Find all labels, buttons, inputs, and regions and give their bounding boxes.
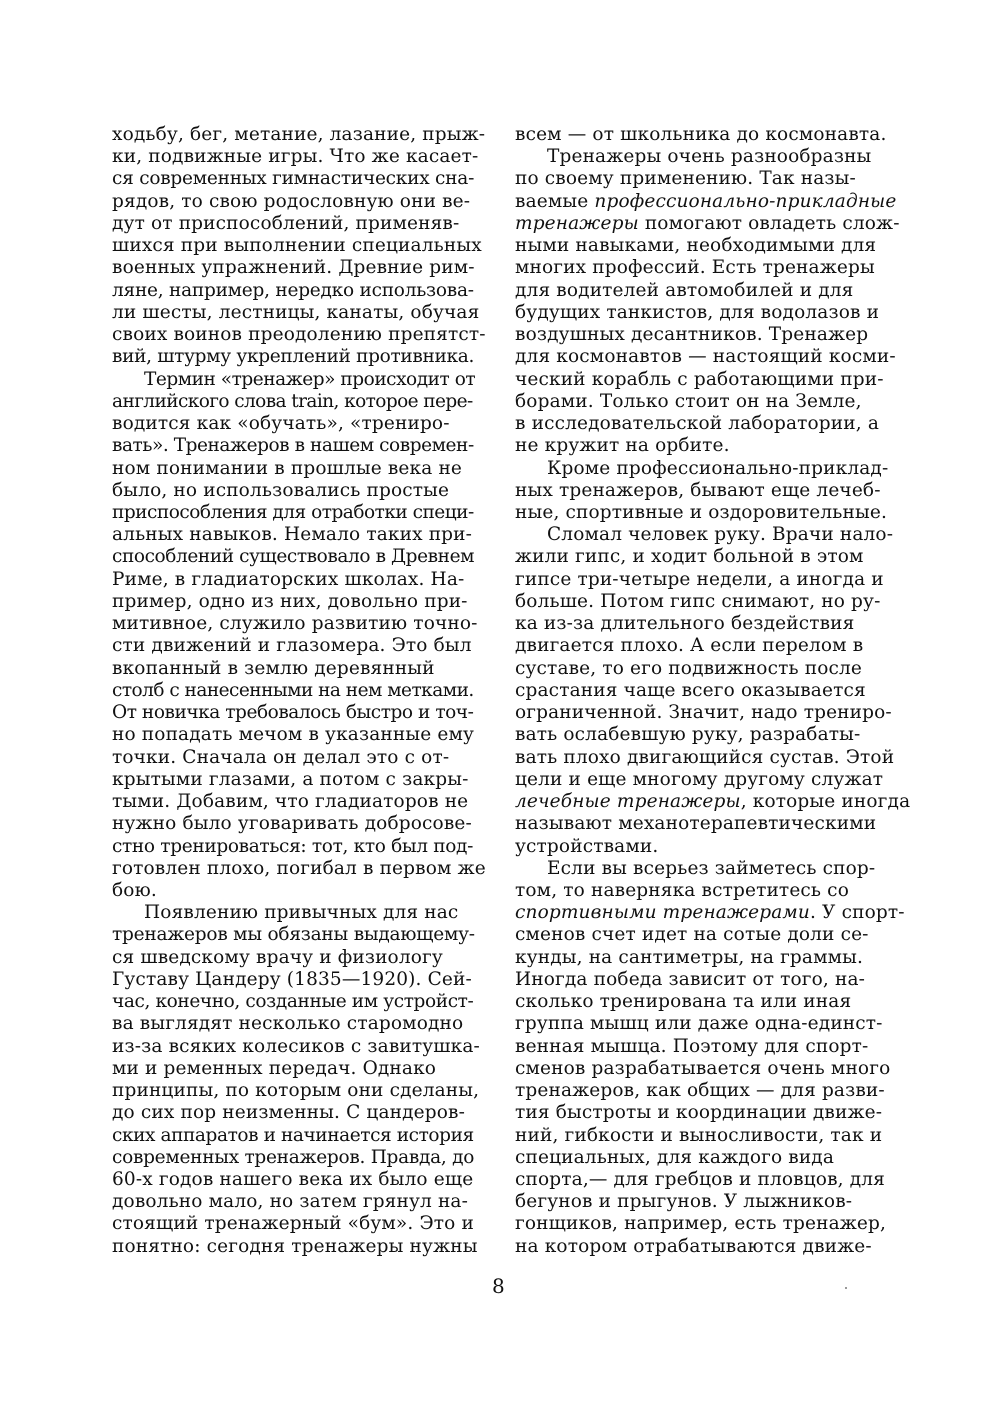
text-line: Густаву Цандеру (1835—1920). Сей- xyxy=(112,968,472,990)
text-line: водится как «обучать», «трениро- xyxy=(112,413,450,435)
text-line: сколько тренирована та или иная xyxy=(515,991,852,1013)
text-line: тренажеров мы обязаны выдающему- xyxy=(112,924,475,946)
text-line: вкопанный в землю деревянный xyxy=(112,657,435,679)
text-line: будущих танкистов, для водолазов и xyxy=(515,301,880,323)
text-line: готовлен плохо, погибал в первом же xyxy=(112,857,486,879)
text-line: приспособления для отработки специ- xyxy=(112,501,474,523)
text-line: тия быстроты и координации движе- xyxy=(515,1102,883,1124)
text-line: специальных, для каждого вида xyxy=(515,1146,835,1168)
text-line: современных тренажеров. Правда, до xyxy=(112,1146,475,1168)
text-line: для водителей автомобилей и для xyxy=(515,279,854,301)
text-line: От новичка требовалось быстро и точ- xyxy=(112,702,474,724)
text-line: ходьбу, бег, метание, лазание, прыж- xyxy=(112,124,486,145)
text-line: срастания чаще всего оказывается xyxy=(515,679,866,701)
text-line: гонщиков, например, есть тренажер, xyxy=(515,1213,887,1235)
text-line: дут от приспособлений, применяв- xyxy=(112,212,460,234)
text-line: ка из-за длительного бездействия xyxy=(515,613,855,635)
text-line: 60-х годов нашего века их было еще xyxy=(112,1169,474,1191)
text-line: крытыми глазами, а потом с закры- xyxy=(112,768,469,790)
text-line: группа мышц или даже одна-единст- xyxy=(515,1013,883,1035)
italic-term: спортивными тренажерами xyxy=(515,902,810,924)
right-column xyxy=(515,124,915,1258)
text-line: столб с нанесенными на нем метками. xyxy=(112,679,474,701)
text-line: стно тренироваться: тот, кто был под- xyxy=(112,835,474,857)
text-line: ских аппаратов и начинается история xyxy=(112,1124,474,1146)
text-line: ляне, например, нередко использова- xyxy=(112,279,474,301)
italic-term: тренажеры xyxy=(515,212,639,234)
plain-text: ваемые xyxy=(515,190,595,212)
text-line: ограниченной. Значит, надо трениро- xyxy=(515,702,892,724)
text-line: митивное, служило развитию точно- xyxy=(112,613,478,635)
text-line: ных тренажеров, бывают еще лечеб- xyxy=(515,479,881,501)
text-line: сменов разрабатывается очень много xyxy=(515,1057,891,1079)
text-line: ки, подвижные игры. Что же касает- xyxy=(112,146,479,168)
text-line: своих воинов преодолению препятст- xyxy=(112,324,486,346)
text-line: жили гипс, и ходит больной в этом xyxy=(515,546,864,568)
paragraph-start-line: Термин «тренажер» происходит от xyxy=(144,368,476,390)
scan-speck xyxy=(845,1287,847,1289)
text-line: не кружит на орбите. xyxy=(515,435,730,457)
italic-term: профессионально-прикладные xyxy=(594,190,897,212)
text-line: ными навыками, необходимыми для xyxy=(515,235,877,257)
text-line: вать плохо двигающийся сустав. Этой xyxy=(515,746,895,768)
paragraph-start-line: Кроме профессионально-приклад- xyxy=(547,457,889,479)
text-line: стоящий тренажерный «бум». Это и xyxy=(112,1213,474,1235)
text-line: том, то наверняка встретитесь со xyxy=(515,879,849,901)
text-line: по своему применению. Так назы- xyxy=(515,168,856,190)
text-line: шихся при выполнении специальных xyxy=(112,235,482,257)
text-line: ва выглядят несколько старомодно xyxy=(112,1013,464,1035)
text-line: ний, гибкости и выносливости, так и xyxy=(515,1124,883,1146)
text-line: устройствами. xyxy=(515,835,659,857)
left-column xyxy=(112,124,486,1258)
paragraph-start-line: Появлению привычных для нас xyxy=(144,902,459,924)
text-line: точки. Сначала он делал это с от- xyxy=(112,746,450,768)
text-line: всем — от школьника до космонавта. xyxy=(515,124,887,145)
text-line: Риме, в гладиаторских школах. На- xyxy=(112,568,465,590)
plain-text: , которые иногда xyxy=(740,791,911,813)
text-line: было, но использовались простые xyxy=(112,479,450,501)
page-number: 8 xyxy=(492,1274,505,1298)
text-line-with-italic xyxy=(515,902,915,924)
text-line: ном понимании в прошлые века не xyxy=(112,457,463,479)
text-line: довольно мало, но затем грянул на- xyxy=(112,1191,469,1213)
text-line: принципы, по которым они сделаны, xyxy=(112,1080,480,1102)
text-line: военных упражнений. Древние рим- xyxy=(112,257,475,279)
text-line: английского слова train, которое пере- xyxy=(112,390,473,412)
italic-term: лечебные тренажеры xyxy=(515,791,741,813)
text-line: называют механотерапевтическими xyxy=(515,813,877,835)
text-line: ся шведскому врачу и физиологу xyxy=(112,946,443,968)
text-line: венная мышца. Поэтому для спорт- xyxy=(515,1035,869,1057)
text-line-with-italic xyxy=(515,213,915,235)
text-line: двигается плохо. А если перелом в xyxy=(515,635,864,657)
text-line: цели и еще многому другому служат xyxy=(515,768,884,790)
text-line: пример, одно из них, довольно при- xyxy=(112,590,468,612)
text-line: но попадать мечом в указанные ему xyxy=(112,724,475,746)
plain-text: . У спорт- xyxy=(809,902,905,924)
text-line: тыми. Добавим, что гладиаторов не xyxy=(112,791,469,813)
text-line: способлений существовало в Древнем xyxy=(112,546,475,568)
text-line: ся современных гимнастических сна- xyxy=(112,168,475,190)
text-line: вий, штурму укреплений противника. xyxy=(112,346,475,368)
text-line: час, конечно, созданные им устройст- xyxy=(112,991,474,1013)
text-line: сменов счет идет на сотые доли се- xyxy=(515,924,869,946)
plain-text: помогают овладеть слож- xyxy=(638,212,900,234)
text-line: для космонавтов — настоящий косми- xyxy=(515,346,896,368)
text-line: больше. Потом гипс снимают, но ру- xyxy=(515,590,881,612)
text-line: альных навыков. Немало таких при- xyxy=(112,524,473,546)
text-line: воздушных десантников. Тренажер xyxy=(515,324,869,346)
text-line: нужно было уговаривать добросове- xyxy=(112,813,472,835)
text-line: рядов, то свою родословную они ве- xyxy=(112,190,471,212)
text-line: сти движений и глазомера. Это был xyxy=(112,635,472,657)
text-line: многих профессий. Есть тренажеры xyxy=(515,257,875,279)
text-line: гипсе три-четыре недели, а иногда и xyxy=(515,568,884,590)
text-line: понятно: сегодня тренажеры нужны xyxy=(112,1235,478,1257)
text-line: бою. xyxy=(112,879,157,901)
text-line: Иногда победа зависит от того, на- xyxy=(515,968,866,990)
paragraph-start-line: Если вы всерьез займетесь спор- xyxy=(547,857,876,879)
text-line: кунды, на сантиметры, на граммы. xyxy=(515,946,864,968)
text-line: борами. Только стоит он на Земле, xyxy=(515,390,862,412)
text-line: спорта,— для гребцов и пловцов, для xyxy=(515,1169,885,1191)
text-line: в исследовательской лаборатории, а xyxy=(515,413,879,435)
text-line: до сих пор неизменны. С цандеров- xyxy=(112,1102,466,1124)
text-line: тренажеров, как общих — для разви- xyxy=(515,1080,885,1102)
paragraph-start-line: Сломал человек руку. Врачи нало- xyxy=(547,524,894,546)
text-line-with-italic xyxy=(515,791,915,813)
text-line: из-за всяких колесиков с завитушка- xyxy=(112,1035,480,1057)
text-line: ли шесты, лестницы, канаты, обучая xyxy=(112,301,480,323)
text-line: вать». Тренажеров в нашем современ- xyxy=(112,435,474,457)
text-line: суставе, то его подвижность после xyxy=(515,657,863,679)
text-line: ные, спортивные и оздоровительные. xyxy=(515,501,887,523)
text-line: вать ослабевшую руку, разрабаты- xyxy=(515,724,861,746)
text-line: ми и ременных передач. Однако xyxy=(112,1057,437,1079)
text-line: бегунов и прыгунов. У лыжников- xyxy=(515,1191,853,1213)
text-line-with-italic xyxy=(515,191,915,213)
paragraph-start-line: Тренажеры очень разнообразны xyxy=(547,146,872,168)
text-line: на котором отрабатываются движе- xyxy=(515,1235,872,1257)
text-line: ческий корабль с работающими при- xyxy=(515,368,884,390)
